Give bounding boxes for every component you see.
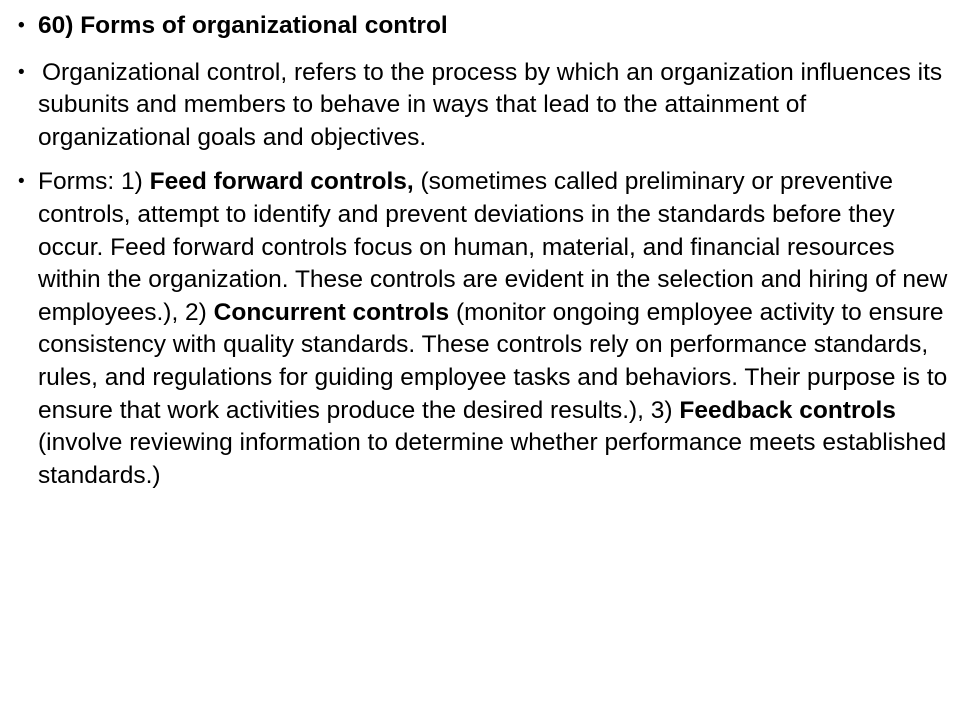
feed-forward-text: (sometimes called preliminary or preventive controls, attempt to identify and prevent deviations in the standards before they occur. Feed forward controls focus on human, material, and financial resources within the organization. These controls are evident in the selection and hiring of new employees.), 2) (38, 168, 948, 326)
bullet-list (14, 10, 948, 492)
feedback-text: (involve reviewing information to determine whether performance meets established standards.) (38, 429, 947, 489)
bullet-dot-icon: • (18, 61, 25, 83)
definition-bullet (14, 57, 948, 155)
slide-title-text: 60) Forms of organizational control (38, 12, 448, 39)
concurrent-text: (monitor ongoing employee activity to ensure consistency with quality standards. These controls rely on performance standards, rules, and regulations for guiding employee tasks and behaviors. Their purpose is to ensure that work activities produce the desired results.), 3) (38, 298, 948, 424)
feedback-label: Feedback controls (679, 396, 896, 424)
forms-intro: Forms: 1) (38, 168, 150, 196)
concurrent-label: Concurrent controls (213, 298, 450, 326)
bullet-dot-icon: • (18, 171, 25, 193)
bullet-dot-icon: • (18, 15, 25, 36)
feed-forward-label: Feed forward controls, (149, 168, 414, 196)
definition-text: Organizational control, refers to the process by which an organization influences its subunits and members to behave in ways that lead to the attainment of organizational goals and objectives. (38, 58, 943, 151)
slide-title (14, 10, 948, 43)
forms-text (38, 168, 947, 488)
forms-bullet (14, 166, 948, 492)
